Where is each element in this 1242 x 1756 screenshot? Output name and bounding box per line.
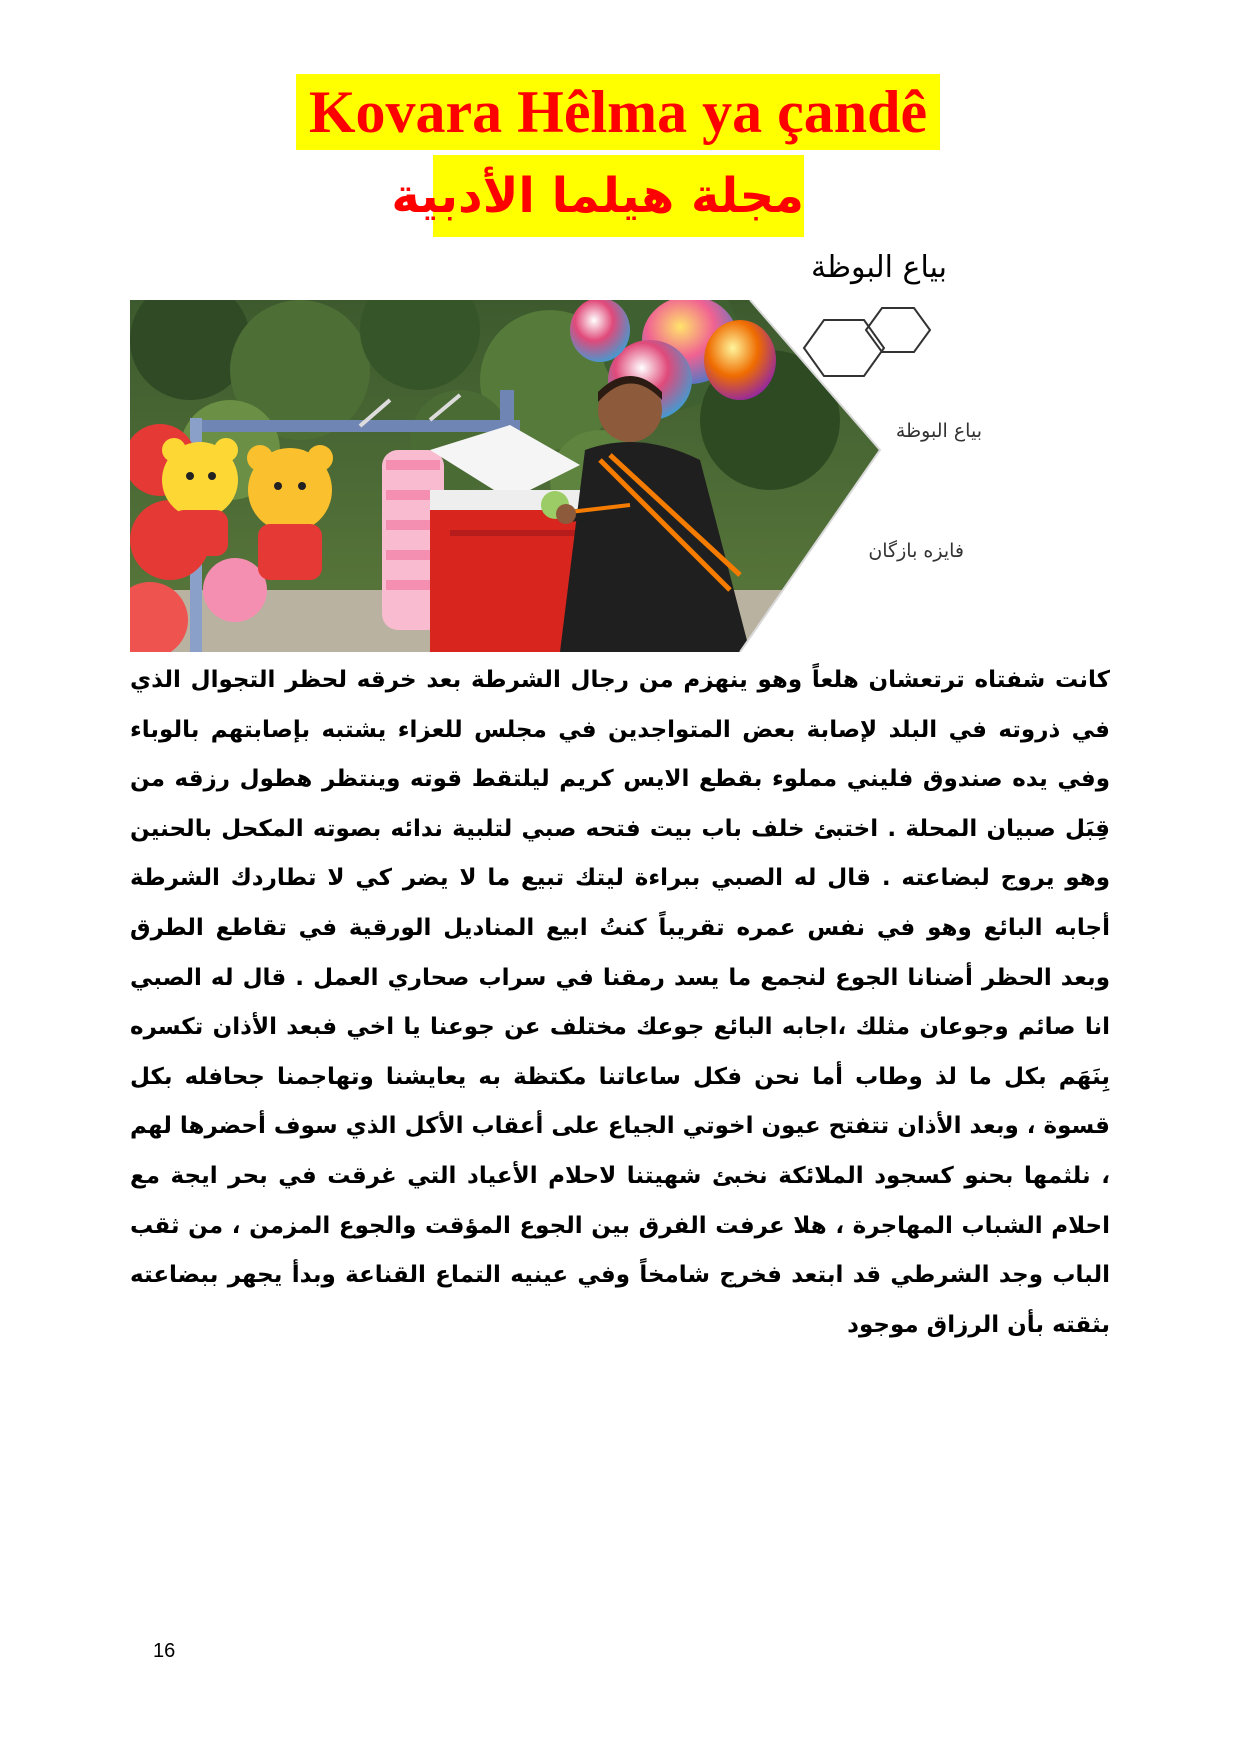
article-title: بياع البوظة: [811, 250, 947, 285]
article-body: كانت شفتاه ترتعشان هلعاً وهو ينهزم من رجال الشرطة بعد خرقه لحظر التجوال الذي في ذروته في البلد لإصابة بعض المتواجدين في مجلس للعزاء يشتبه بإصابتهم بالوباء وفي يده صندوق فليني مملوء بقطع الايس كريم ليلتقط قوته وينتظر هطول رزقه من قِبَل صبيان المحلة . اختبئ خلف باب بيت فتحه صبي لتلبية ندائه بصوته المكحل بالحنين وهو يروج لبضاعته . قال له الصبي ببراءة ليتك تبيع ما لا يضر كي لا تطاردك الشرطة أجابه البائع وهو في نفس عمره تقريباً كنتُ ابيع المناديل الورقية في تقاطع الطرق وبعد الحظر أضنانا الجوع لنجمع ما يسد رمقنا في سراب صحاري العمل . قال له الصبي انا صائم وجوعان مثلك ،اجابه البائع جوعك مختلف عن جوعنا يا اخي فبعد الأذان تكسره بِنَهَم بكل ما لذ وطاب أما نحن فكل ساعاتنا مكتظة به يعايشنا وتهاجمنا جحافله بكل قسوة ، وبعد الأذان تتفتح عيون اخوتي الجياع على أعقاب الأكل الذي سوف أحضرها لهم ، نلثمها بحنو كسجود الملائكة نخبئ شهيتنا لاحلام الأعياد التي غرقت في بحر ايجة مع احلام الشباب المهاجرة ، هلا عرفت الفرق بين الجوع المؤقت والجوع المزمن ، من ثقب الباب وجد الشرطي قد ابتعد فخرج شامخاً وفي عينيه التماع القناعة وبدأ يجهر ببضاعته بثقته بأن الرزاق موجود: [130, 667, 1110, 1338]
magazine-title-arabic: مجلة هيلما الأدبية: [433, 155, 804, 237]
figure-caption-title: بياع البوظة: [895, 420, 982, 442]
hexagon-decoration: [804, 308, 930, 376]
ice-cream-vendor-photo: [130, 300, 1110, 652]
page-number: 16: [153, 1640, 176, 1662]
figure-caption-author: فايزه بازگان: [868, 540, 964, 562]
magazine-title-latin: Kovara Hêlma ya çandê: [296, 74, 940, 150]
bear-balloon-right: [247, 445, 333, 580]
article-figure: [130, 300, 1110, 652]
bear-balloon-left: [162, 438, 238, 556]
